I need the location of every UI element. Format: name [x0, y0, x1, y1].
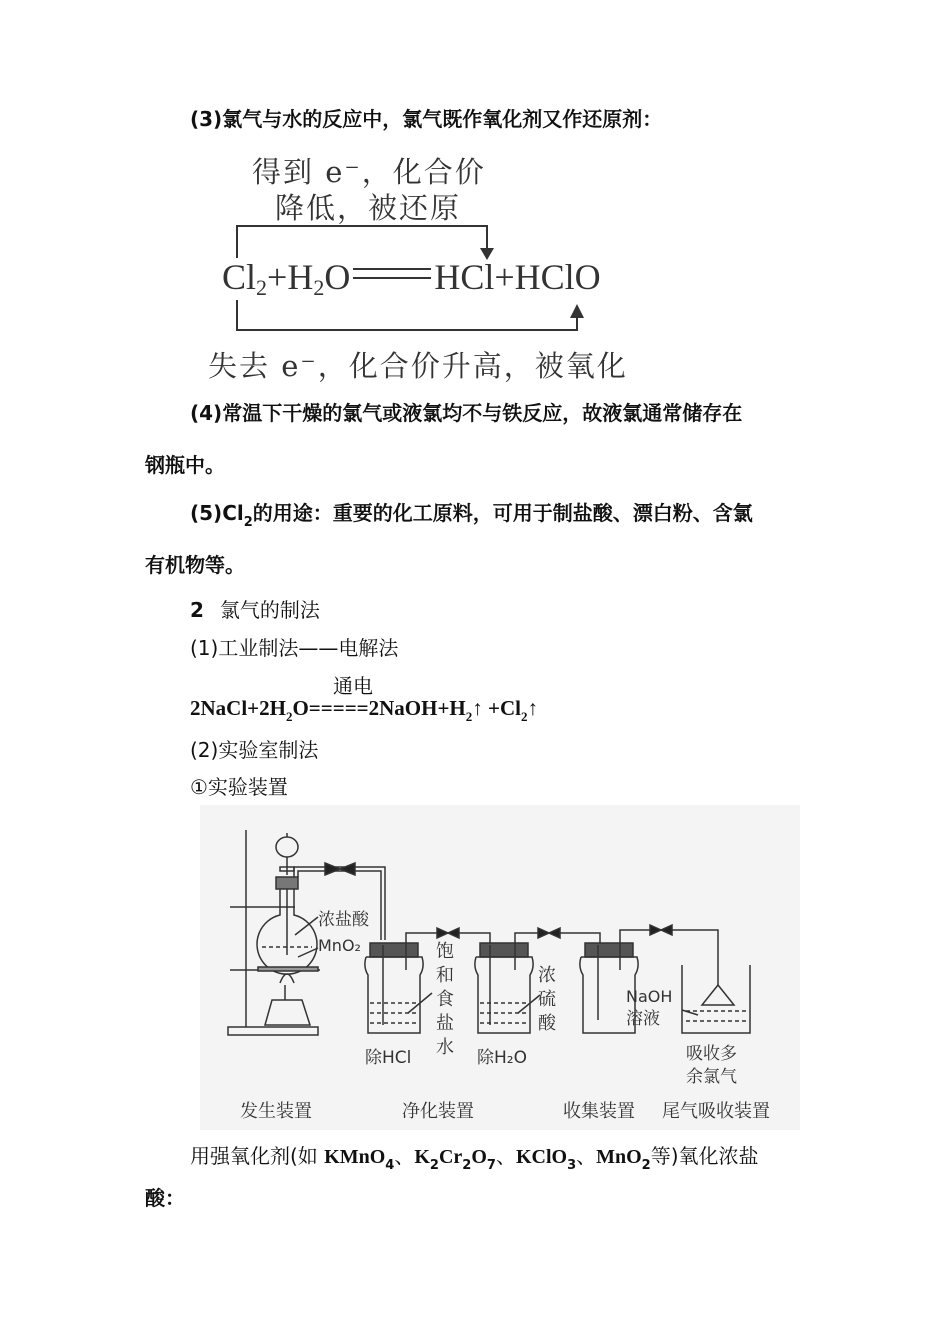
eq-cl: Cl [222, 257, 257, 297]
paragraph-4-line-1: (4)常温下干燥的氯气或液氯均不与铁反应，故液氯通常储存在 [190, 401, 743, 425]
apparatus-figure [200, 805, 800, 1130]
eq-h-sub: 2 [313, 275, 325, 300]
oxidant-paragraph-line-1 [190, 1140, 759, 1173]
bottle-3-stopper [585, 943, 633, 957]
mno2: MnO [596, 1146, 642, 1168]
flask-stopper [276, 877, 298, 889]
eq-double-bar [353, 268, 431, 279]
mno2-sub: 2 [641, 1158, 651, 1173]
eq-o: O [324, 257, 351, 297]
electrolysis-equation [190, 696, 538, 725]
beaker-liquid-1: NaOH [626, 987, 673, 1006]
stage-purification: 净化装置 [402, 1101, 474, 1122]
lose-arrowhead-icon [570, 304, 584, 318]
eq1-part-a: 2NaCl+2H [190, 696, 286, 720]
gain-bracket [237, 226, 487, 258]
k2cr2o7-cr: Cr [438, 1146, 463, 1168]
oxidant-paragraph-line-2: 酸： [145, 1186, 185, 1210]
bottle-1 [365, 957, 423, 1033]
electron-lose-label: 失去 e⁻，化合价升高，被氧化 [208, 349, 628, 383]
bottle-1-liquid-2: 和 [436, 965, 454, 986]
bottle-1-liquid-3: 食 [436, 989, 454, 1010]
tube-clamp-2-icon [437, 928, 459, 938]
lab-method-label: (2)实验室制法 [190, 738, 319, 762]
alcohol-lamp [265, 1000, 310, 1025]
final-text-b: 等)氧化浓盐 [650, 1144, 759, 1168]
kmno4: KMnO [324, 1146, 386, 1168]
apparatus-drawing [200, 805, 800, 1130]
bottle-1-liquid-5: 水 [436, 1037, 454, 1058]
beaker-caption-2: 余氯气 [686, 1067, 737, 1087]
beaker [682, 965, 750, 1033]
tube-clamp-1-icon [325, 863, 355, 875]
section-2-heading [190, 594, 320, 623]
tube-clamp-3-icon [538, 928, 560, 938]
p5-text: 的用途：重要的化工原料，可用于制盐酸、漂白粉、含氯 [252, 501, 753, 525]
beaker-liquid-2: 溶液 [626, 1009, 660, 1029]
lose-bracket [237, 300, 577, 330]
section-2-title: 氯气的制法 [219, 598, 320, 622]
stage-collection: 收集装置 [563, 1101, 635, 1122]
eq1-part-d: ↑ [527, 696, 538, 720]
label-hcl: 浓盐酸 [318, 910, 369, 930]
paragraph-4-line-2: 钢瓶中。 [145, 453, 225, 477]
section-2-number: 2 [190, 598, 204, 622]
paragraph-5-line-1 [190, 497, 753, 530]
industrial-method-label: (1)工业制法——电解法 [190, 636, 399, 660]
stand-base [228, 1027, 318, 1035]
separatory-funnel [276, 837, 298, 857]
electrolysis-condition: 通电 [333, 674, 373, 698]
sep-2: 、 [495, 1144, 516, 1168]
stage-tail-gas: 尾气吸收装置 [662, 1101, 770, 1122]
eq1-part-c: ↑ +Cl [472, 696, 521, 720]
stage-generation: 发生装置 [240, 1101, 312, 1122]
k2cr2o7-o: O [471, 1146, 487, 1168]
eq-products: HCl+HClO [434, 257, 601, 297]
k2cr2o7-k: K [414, 1146, 430, 1168]
electron-gain-label-1: 得到 e⁻，化合价 [252, 155, 486, 189]
beaker-caption-1: 吸收多 [686, 1044, 737, 1064]
k2cr2o7-sub-3: 7 [486, 1158, 496, 1173]
apparatus-label: ①实验装置 [190, 775, 288, 799]
eq-cl-sub: 2 [256, 275, 268, 300]
k2cr2o7-sub-1: 2 [429, 1158, 439, 1173]
electron-gain-label-2: 降低，被还原 [275, 191, 462, 225]
eq-plus-h: +H [267, 257, 314, 297]
inverted-funnel [702, 985, 734, 1005]
bottle-2-liquid-2: 硫 [538, 989, 556, 1010]
bottle-1-liquid-4: 盐 [436, 1013, 454, 1034]
final-text-a: 用强氧化剂(如 [190, 1144, 325, 1168]
kclo3: KClO [515, 1146, 568, 1168]
paragraph-5-line-2: 有机物等。 [145, 553, 245, 577]
sep-1: 、 [394, 1144, 415, 1168]
eq1-sub-3: 2 [521, 709, 528, 724]
redox-equation [222, 256, 601, 301]
label-mno2: MnO₂ [318, 936, 361, 955]
bottle-1-caption: 除HCl [365, 1048, 412, 1068]
tube-clamp-4-icon [650, 925, 672, 935]
sep-3: 、 [576, 1144, 597, 1168]
bottle-2-liquid-1: 浓 [538, 965, 556, 986]
bottle-2 [475, 957, 533, 1033]
eq1-sub-2: 2 [465, 709, 473, 724]
paragraph-3: (3)氯气与水的反应中，氯气既作氧化剂又作还原剂： [190, 107, 663, 131]
bottle-1-liquid-1: 饱 [436, 941, 454, 962]
p5-cl: (5)Cl [190, 501, 244, 525]
p5-cl-sub: 2 [243, 515, 253, 530]
eq1-sub-1: 2 [285, 709, 293, 724]
bottle-2-caption: 除H₂O [477, 1048, 527, 1068]
bottle-1-stopper [370, 943, 418, 957]
k2cr2o7-sub-2: 2 [462, 1158, 472, 1173]
bottle-2-stopper [480, 943, 528, 957]
eq1-part-b: O=====2NaOH+H [292, 696, 466, 720]
kclo3-sub: 3 [567, 1158, 577, 1173]
kmno4-sub: 4 [385, 1158, 395, 1173]
bottle-2-liquid-3: 酸 [538, 1013, 556, 1034]
